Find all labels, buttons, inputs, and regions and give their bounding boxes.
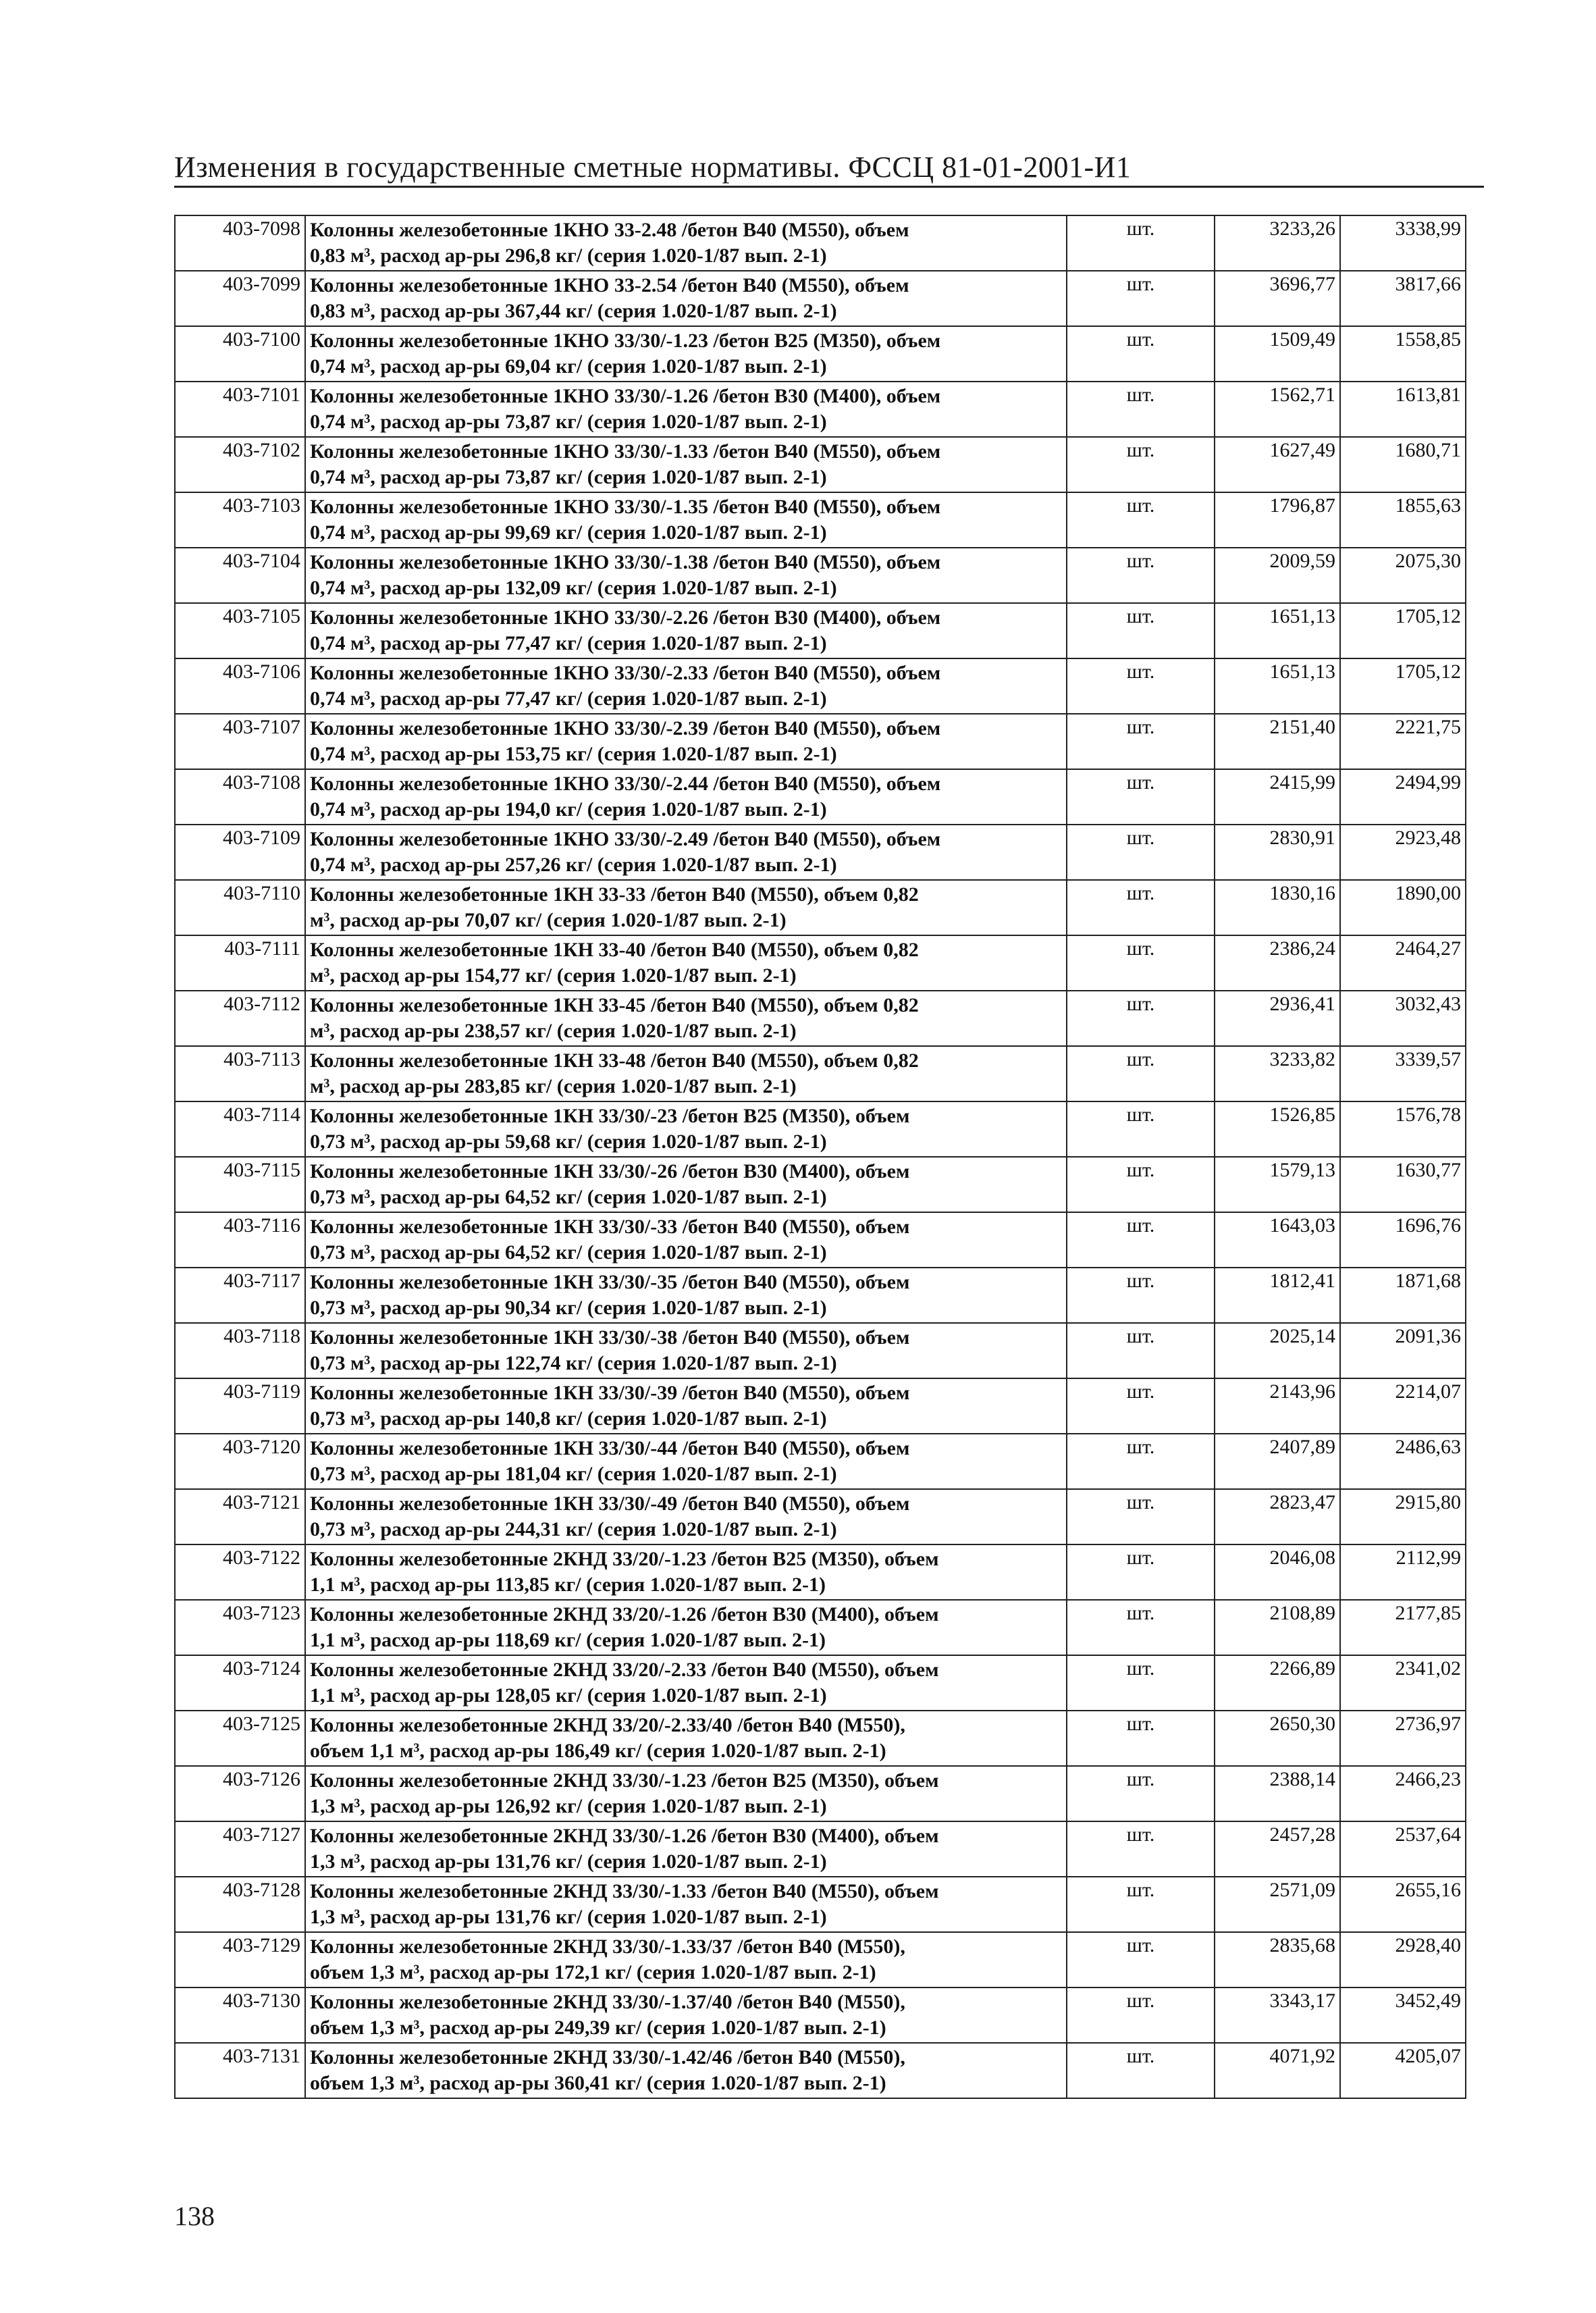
price-cell: 3696,77 <box>1215 271 1340 326</box>
price-cell: 1890,00 <box>1340 880 1466 935</box>
table-row <box>175 1655 1466 1711</box>
description-line-2: 0,74 м³, расход ар-ры 73,87 кг/ (серия 1.020-1/87 вып. 2-1) <box>310 411 827 433</box>
description-cell <box>305 1600 1067 1655</box>
price-cell: 2341,02 <box>1340 1655 1466 1711</box>
description-cell <box>305 1378 1067 1434</box>
resource-code-cell: 403-7113 <box>175 1046 305 1101</box>
price-table-body <box>175 215 1466 2098</box>
table-row <box>175 1987 1466 2043</box>
resource-code-cell: 403-7107 <box>175 714 305 769</box>
description-line-2: 0,83 м³, расход ар-ры 296,8 кг/ (серия 1.020-1/87 вып. 2-1) <box>310 244 827 267</box>
price-cell: 2571,09 <box>1215 1877 1340 1932</box>
price-cell: 2151,40 <box>1215 714 1340 769</box>
description-line-1: Колонны железобетонные 1КН 33-33 /бетон В40 (М550), объем 0,82 <box>310 883 919 906</box>
table-row <box>175 1323 1466 1378</box>
unit-cell: шт. <box>1067 215 1215 271</box>
unit-cell: шт. <box>1067 991 1215 1046</box>
price-cell: 1812,41 <box>1215 1268 1340 1323</box>
description-line-2: 0,74 м³, расход ар-ры 77,47 кг/ (серия 1.020-1/87 вып. 2-1) <box>310 687 827 710</box>
resource-code-cell: 403-7106 <box>175 658 305 714</box>
price-cell: 1705,12 <box>1340 658 1466 714</box>
description-cell <box>305 215 1067 271</box>
price-cell: 1705,12 <box>1340 603 1466 658</box>
description-line-1: Колонны железобетонные 2КНД 33/30/-1.33/37 /бетон В40 (М550), <box>310 1935 905 1958</box>
table-row <box>175 548 1466 603</box>
price-cell: 2143,96 <box>1215 1378 1340 1434</box>
table-row <box>175 714 1466 769</box>
description-line-1: Колонны железобетонные 1КНО 33/30/-2.49 /бетон В40 (М550), объем <box>310 828 941 850</box>
price-cell: 2108,89 <box>1215 1600 1340 1655</box>
table-row <box>175 1212 1466 1268</box>
resource-code-cell: 403-7119 <box>175 1378 305 1434</box>
description-line-1: Колонны железобетонные 1КН 33/30/-44 /бетон В40 (М550), объем <box>310 1437 910 1459</box>
description-line-2: 0,74 м³, расход ар-ры 77,47 кг/ (серия 1.020-1/87 вып. 2-1) <box>310 632 827 654</box>
description-cell <box>305 492 1067 548</box>
unit-cell: шт. <box>1067 1821 1215 1877</box>
description-line-2: 0,73 м³, расход ар-ры 59,68 кг/ (серия 1.020-1/87 вып. 2-1) <box>310 1130 827 1153</box>
unit-cell: шт. <box>1067 1268 1215 1323</box>
description-cell <box>305 1489 1067 1544</box>
description-line-2: 0,74 м³, расход ар-ры 132,09 кг/ (серия 1.020-1/87 вып. 2-1) <box>310 577 837 599</box>
unit-cell: шт. <box>1067 935 1215 991</box>
price-cell: 2415,99 <box>1215 769 1340 825</box>
description-cell <box>305 548 1067 603</box>
resource-code-cell: 403-7126 <box>175 1766 305 1821</box>
description-cell <box>305 1821 1067 1877</box>
description-line-2: м³, расход ар-ры 70,07 кг/ (серия 1.020-1/87 вып. 2-1) <box>310 909 787 931</box>
description-cell <box>305 437 1067 492</box>
resource-code-cell: 403-7120 <box>175 1434 305 1489</box>
price-cell: 2266,89 <box>1215 1655 1340 1711</box>
resource-code-cell: 403-7122 <box>175 1544 305 1600</box>
description-line-1: Колонны железобетонные 2КНД 33/30/-1.42/46 /бетон В40 (М550), <box>310 2046 905 2069</box>
description-line-1: Колонны железобетонные 1КН 33/30/-26 /бетон В30 (М400), объем <box>310 1160 910 1183</box>
unit-cell: шт. <box>1067 658 1215 714</box>
price-cell: 3032,43 <box>1340 991 1466 1046</box>
resource-code-cell: 403-7117 <box>175 1268 305 1323</box>
description-line-2: 1,3 м³, расход ар-ры 131,76 кг/ (серия 1.020-1/87 вып. 2-1) <box>310 1850 827 1873</box>
price-cell: 2177,85 <box>1340 1600 1466 1655</box>
price-cell: 3233,82 <box>1215 1046 1340 1101</box>
description-line-2: 0,73 м³, расход ар-ры 244,31 кг/ (серия 1.020-1/87 вып. 2-1) <box>310 1518 837 1540</box>
table-row <box>175 1711 1466 1766</box>
price-cell: 1871,68 <box>1340 1268 1466 1323</box>
price-cell: 3233,26 <box>1215 215 1340 271</box>
unit-cell: шт. <box>1067 1157 1215 1212</box>
resource-code-cell: 403-7125 <box>175 1711 305 1766</box>
resource-code-cell: 403-7130 <box>175 1987 305 2043</box>
page-number: 138 <box>174 2201 215 2231</box>
price-cell: 2112,99 <box>1340 1544 1466 1600</box>
price-cell: 3338,99 <box>1340 215 1466 271</box>
price-cell: 2923,48 <box>1340 825 1466 880</box>
description-line-1: Колонны железобетонные 2КНД 33/30/-1.26 /бетон В30 (М400), объем <box>310 1825 939 1847</box>
price-cell: 2736,97 <box>1340 1711 1466 1766</box>
description-line-2: 1,1 м³, расход ар-ры 128,05 кг/ (серия 1.020-1/87 вып. 2-1) <box>310 1684 827 1707</box>
resource-code-cell: 403-7128 <box>175 1877 305 1932</box>
description-line-2: 1,1 м³, расход ар-ры 113,85 кг/ (серия 1.020-1/87 вып. 2-1) <box>310 1574 826 1596</box>
unit-cell: шт. <box>1067 548 1215 603</box>
table-row <box>175 437 1466 492</box>
price-table <box>174 215 1466 2099</box>
price-cell: 3339,57 <box>1340 1046 1466 1101</box>
price-cell: 2466,23 <box>1340 1766 1466 1821</box>
description-line-1: Колонны железобетонные 1КН 33-45 /бетон В40 (М550), объем 0,82 <box>310 994 919 1016</box>
description-line-1: Колонны железобетонные 1КНО 33/30/-2.33 /бетон В40 (М550), объем <box>310 662 941 684</box>
resource-code-cell: 403-7131 <box>175 2043 305 2098</box>
table-row <box>175 271 1466 326</box>
resource-code-cell: 403-7098 <box>175 215 305 271</box>
description-line-2: 0,73 м³, расход ар-ры 90,34 кг/ (серия 1.020-1/87 вып. 2-1) <box>310 1297 827 1319</box>
description-line-2: 0,73 м³, расход ар-ры 181,04 кг/ (серия 1.020-1/87 вып. 2-1) <box>310 1463 837 1485</box>
resource-code-cell: 403-7110 <box>175 880 305 935</box>
description-line-1: Колонны железобетонные 1КН 33/30/-35 /бетон В40 (М550), объем <box>310 1271 910 1293</box>
resource-code-cell: 403-7105 <box>175 603 305 658</box>
price-cell: 2537,64 <box>1340 1821 1466 1877</box>
price-cell: 1830,16 <box>1215 880 1340 935</box>
description-line-2: 0,73 м³, расход ар-ры 64,52 кг/ (серия 1.020-1/87 вып. 2-1) <box>310 1241 827 1264</box>
resource-code-cell: 403-7129 <box>175 1932 305 1987</box>
price-cell: 1651,13 <box>1215 658 1340 714</box>
resource-code-cell: 403-7118 <box>175 1323 305 1378</box>
description-cell <box>305 1932 1067 1987</box>
description-cell <box>305 271 1067 326</box>
price-cell: 1558,85 <box>1340 326 1466 382</box>
description-line-2: 0,74 м³, расход ар-ры 73,87 кг/ (серия 1.020-1/87 вып. 2-1) <box>310 466 827 488</box>
description-line-1: Колонны железобетонные 2КНД 33/30/-1.37/40 /бетон В40 (М550), <box>310 1991 905 2013</box>
unit-cell: шт. <box>1067 1046 1215 1101</box>
unit-cell: шт. <box>1067 1711 1215 1766</box>
description-line-2: 0,73 м³, расход ар-ры 122,74 кг/ (серия 1.020-1/87 вып. 2-1) <box>310 1352 837 1374</box>
price-cell: 2091,36 <box>1340 1323 1466 1378</box>
resource-code-cell: 403-7100 <box>175 326 305 382</box>
description-line-2: объем 1,3 м³, расход ар-ры 172,1 кг/ (серия 1.020-1/87 вып. 2-1) <box>310 1961 876 1983</box>
table-row <box>175 991 1466 1046</box>
price-cell: 2915,80 <box>1340 1489 1466 1544</box>
description-cell <box>305 1877 1067 1932</box>
description-line-1: Колонны железобетонные 2КНД 33/20/-1.26 /бетон В30 (М400), объем <box>310 1603 939 1626</box>
description-line-2: 0,74 м³, расход ар-ры 153,75 кг/ (серия 1.020-1/87 вып. 2-1) <box>310 743 837 765</box>
price-cell: 2655,16 <box>1340 1877 1466 1932</box>
unit-cell: шт. <box>1067 492 1215 548</box>
unit-cell: шт. <box>1067 1655 1215 1711</box>
unit-cell: шт. <box>1067 1323 1215 1378</box>
price-cell: 1680,71 <box>1340 437 1466 492</box>
price-cell: 2823,47 <box>1215 1489 1340 1544</box>
description-line-2: 0,83 м³, расход ар-ры 367,44 кг/ (серия 1.020-1/87 вып. 2-1) <box>310 300 837 322</box>
price-cell: 1509,49 <box>1215 326 1340 382</box>
price-cell: 1562,71 <box>1215 382 1340 437</box>
description-cell <box>305 880 1067 935</box>
price-cell: 2009,59 <box>1215 548 1340 603</box>
table-row <box>175 1489 1466 1544</box>
description-line-1: Колонны железобетонные 1КН 33-48 /бетон В40 (М550), объем 0,82 <box>310 1049 919 1072</box>
unit-cell: шт. <box>1067 1434 1215 1489</box>
unit-cell: шт. <box>1067 1212 1215 1268</box>
description-cell <box>305 825 1067 880</box>
unit-cell: шт. <box>1067 382 1215 437</box>
description-cell <box>305 1101 1067 1157</box>
description-line-2: 0,73 м³, расход ар-ры 140,8 кг/ (серия 1.020-1/87 вып. 2-1) <box>310 1407 827 1430</box>
header-divider <box>174 186 1484 188</box>
price-cell: 1613,81 <box>1340 382 1466 437</box>
table-row <box>175 769 1466 825</box>
description-cell <box>305 991 1067 1046</box>
price-cell: 4071,92 <box>1215 2043 1340 2098</box>
table-row <box>175 1821 1466 1877</box>
description-cell <box>305 603 1067 658</box>
price-cell: 1855,63 <box>1340 492 1466 548</box>
description-line-1: Колонны железобетонные 1КН 33/30/-39 /бетон В40 (М550), объем <box>310 1382 910 1404</box>
price-cell: 1651,13 <box>1215 603 1340 658</box>
description-line-1: Колонны железобетонные 1КНО 33/30/-1.33 /бетон В40 (М550), объем <box>310 440 941 463</box>
table-row <box>175 1268 1466 1323</box>
resource-code-cell: 403-7124 <box>175 1655 305 1711</box>
unit-cell: шт. <box>1067 1987 1215 2043</box>
resource-code-cell: 403-7104 <box>175 548 305 603</box>
unit-cell: шт. <box>1067 437 1215 492</box>
unit-cell: шт. <box>1067 880 1215 935</box>
description-line-1: Колонны железобетонные 1КНО 33/30/-1.38 /бетон В40 (М550), объем <box>310 551 941 573</box>
table-row <box>175 825 1466 880</box>
description-line-2: объем 1,1 м³, расход ар-ры 186,49 кг/ (серия 1.020-1/87 вып. 2-1) <box>310 1740 886 1762</box>
description-line-1: Колонны железобетонные 1КНО 33/30/-2.39 /бетон В40 (М550), объем <box>310 717 941 739</box>
unit-cell: шт. <box>1067 2043 1215 2098</box>
resource-code-cell: 403-7115 <box>175 1157 305 1212</box>
description-cell <box>305 769 1067 825</box>
description-cell <box>305 935 1067 991</box>
description-cell <box>305 1323 1067 1378</box>
description-cell <box>305 714 1067 769</box>
resource-code-cell: 403-7109 <box>175 825 305 880</box>
page-header-title: Изменения в государственные сметные нормативы. ФССЦ 81-01-2001-И1 <box>174 151 1132 184</box>
resource-code-cell: 403-7127 <box>175 1821 305 1877</box>
description-line-2: 0,74 м³, расход ар-ры 69,04 кг/ (серия 1.020-1/87 вып. 2-1) <box>310 355 827 378</box>
table-row <box>175 1046 1466 1101</box>
price-cell: 1576,78 <box>1340 1101 1466 1157</box>
price-cell: 2830,91 <box>1215 825 1340 880</box>
table-row <box>175 1600 1466 1655</box>
price-cell: 2407,89 <box>1215 1434 1340 1489</box>
table-row <box>175 1544 1466 1600</box>
resource-code-cell: 403-7114 <box>175 1101 305 1157</box>
resource-code-cell: 403-7103 <box>175 492 305 548</box>
price-cell: 3817,66 <box>1340 271 1466 326</box>
description-line-2: м³, расход ар-ры 238,57 кг/ (серия 1.020-1/87 вып. 2-1) <box>310 1020 797 1042</box>
resource-code-cell: 403-7116 <box>175 1212 305 1268</box>
description-line-1: Колонны железобетонные 1КНО 33/30/-2.44 /бетон В40 (М550), объем <box>310 773 941 795</box>
resource-code-cell: 403-7121 <box>175 1489 305 1544</box>
description-line-1: Колонны железобетонные 2КНД 33/20/-2.33 /бетон В40 (М550), объем <box>310 1659 939 1681</box>
price-cell: 1796,87 <box>1215 492 1340 548</box>
price-cell: 2046,08 <box>1215 1544 1340 1600</box>
table-row <box>175 215 1466 271</box>
table-row <box>175 1157 1466 1212</box>
resource-code-cell: 403-7123 <box>175 1600 305 1655</box>
table-row <box>175 1101 1466 1157</box>
description-line-2: 1,1 м³, расход ар-ры 118,69 кг/ (серия 1.020-1/87 вып. 2-1) <box>310 1629 826 1651</box>
price-cell: 2221,75 <box>1340 714 1466 769</box>
table-row <box>175 382 1466 437</box>
price-cell: 2486,63 <box>1340 1434 1466 1489</box>
unit-cell: шт. <box>1067 271 1215 326</box>
description-line-1: Колонны железобетонные 1КНО 33/30/-2.26 /бетон В30 (М400), объем <box>310 606 941 629</box>
price-cell: 4205,07 <box>1340 2043 1466 2098</box>
table-row <box>175 935 1466 991</box>
description-cell <box>305 1046 1067 1101</box>
description-line-1: Колонны железобетонные 2КНД 33/30/-1.23 /бетон В25 (М350), объем <box>310 1769 939 1792</box>
price-cell: 1627,49 <box>1215 437 1340 492</box>
price-cell: 1579,13 <box>1215 1157 1340 1212</box>
description-line-2: м³, расход ар-ры 154,77 кг/ (серия 1.020-1/87 вып. 2-1) <box>310 964 797 987</box>
table-row <box>175 603 1466 658</box>
price-cell: 3343,17 <box>1215 1987 1340 2043</box>
price-cell: 2650,30 <box>1215 1711 1340 1766</box>
resource-code-cell: 403-7108 <box>175 769 305 825</box>
table-row <box>175 492 1466 548</box>
resource-code-cell: 403-7099 <box>175 271 305 326</box>
price-cell: 2386,24 <box>1215 935 1340 991</box>
unit-cell: шт. <box>1067 769 1215 825</box>
price-cell: 2388,14 <box>1215 1766 1340 1821</box>
description-cell <box>305 1711 1067 1766</box>
unit-cell: шт. <box>1067 825 1215 880</box>
description-line-2: 1,3 м³, расход ар-ры 126,92 кг/ (серия 1.020-1/87 вып. 2-1) <box>310 1795 827 1817</box>
description-line-2: 0,73 м³, расход ар-ры 64,52 кг/ (серия 1.020-1/87 вып. 2-1) <box>310 1186 827 1208</box>
description-cell <box>305 2043 1067 2098</box>
resource-code-cell: 403-7111 <box>175 935 305 991</box>
unit-cell: шт. <box>1067 714 1215 769</box>
description-line-1: Колонны железобетонные 2КНД 33/20/-2.33/40 /бетон В40 (М550), <box>310 1714 905 1736</box>
description-line-1: Колонны железобетонные 1КНО 33/30/-1.26 /бетон В30 (М400), объем <box>310 385 941 407</box>
description-line-1: Колонны железобетонные 1КНО 33/30/-1.35 /бетон В40 (М550), объем <box>310 496 941 518</box>
unit-cell: шт. <box>1067 1600 1215 1655</box>
description-line-1: Колонны железобетонные 1КН 33/30/-23 /бетон В25 (М350), объем <box>310 1105 910 1127</box>
price-cell: 1526,85 <box>1215 1101 1340 1157</box>
unit-cell: шт. <box>1067 1544 1215 1600</box>
description-line-2: объем 1,3 м³, расход ар-ры 249,39 кг/ (серия 1.020-1/87 вып. 2-1) <box>310 2017 886 2039</box>
description-cell <box>305 1766 1067 1821</box>
table-row <box>175 1932 1466 1987</box>
price-cell: 2025,14 <box>1215 1323 1340 1378</box>
description-line-1: Колонны железобетонные 1КН 33/30/-49 /бетон В40 (М550), объем <box>310 1492 910 1515</box>
price-cell: 2835,68 <box>1215 1932 1340 1987</box>
price-cell: 1696,76 <box>1340 1212 1466 1268</box>
description-line-1: Колонны железобетонные 1КНО 33-2.54 /бетон В40 (М550), объем <box>310 274 909 296</box>
description-cell <box>305 1987 1067 2043</box>
price-cell: 1630,77 <box>1340 1157 1466 1212</box>
table-row <box>175 658 1466 714</box>
description-line-1: Колонны железобетонные 1КН 33/30/-33 /бетон В40 (М550), объем <box>310 1216 910 1238</box>
resource-code-cell: 403-7101 <box>175 382 305 437</box>
price-cell: 2494,99 <box>1340 769 1466 825</box>
description-line-2: 1,3 м³, расход ар-ры 131,76 кг/ (серия 1.020-1/87 вып. 2-1) <box>310 1906 827 1928</box>
resource-code-cell: 403-7112 <box>175 991 305 1046</box>
table-row <box>175 1434 1466 1489</box>
unit-cell: шт. <box>1067 1766 1215 1821</box>
price-cell: 3452,49 <box>1340 1987 1466 2043</box>
description-cell <box>305 658 1067 714</box>
unit-cell: шт. <box>1067 1489 1215 1544</box>
unit-cell: шт. <box>1067 603 1215 658</box>
description-line-2: 0,74 м³, расход ар-ры 194,0 кг/ (серия 1.020-1/87 вып. 2-1) <box>310 798 827 821</box>
description-line-2: 0,74 м³, расход ар-ры 257,26 кг/ (серия 1.020-1/87 вып. 2-1) <box>310 854 837 876</box>
description-line-1: Колонны железобетонные 1КН 33-40 /бетон В40 (М550), объем 0,82 <box>310 939 919 961</box>
table-row <box>175 326 1466 382</box>
unit-cell: шт. <box>1067 1932 1215 1987</box>
description-line-1: Колонны железобетонные 1КНО 33-2.48 /бетон В40 (М550), объем <box>310 219 909 241</box>
price-cell: 2214,07 <box>1340 1378 1466 1434</box>
table-row <box>175 880 1466 935</box>
table-row <box>175 1766 1466 1821</box>
description-cell <box>305 1434 1067 1489</box>
price-cell: 2936,41 <box>1215 991 1340 1046</box>
description-line-1: Колонны железобетонные 1КН 33/30/-38 /бетон В40 (М550), объем <box>310 1326 910 1349</box>
description-line-1: Колонны железобетонные 1КНО 33/30/-1.23 /бетон В25 (М350), объем <box>310 330 941 352</box>
description-line-2: 0,74 м³, расход ар-ры 99,69 кг/ (серия 1.020-1/87 вып. 2-1) <box>310 521 827 544</box>
table-row <box>175 2043 1466 2098</box>
description-cell <box>305 1544 1067 1600</box>
description-line-2: м³, расход ар-ры 283,85 кг/ (серия 1.020-1/87 вып. 2-1) <box>310 1075 797 1097</box>
price-cell: 2457,28 <box>1215 1821 1340 1877</box>
description-line-1: Колонны железобетонные 2КНД 33/30/-1.33 /бетон В40 (М550), объем <box>310 1880 939 1902</box>
price-cell: 2928,40 <box>1340 1932 1466 1987</box>
unit-cell: шт. <box>1067 326 1215 382</box>
description-cell <box>305 1268 1067 1323</box>
unit-cell: шт. <box>1067 1101 1215 1157</box>
price-cell: 2464,27 <box>1340 935 1466 991</box>
price-cell: 2075,30 <box>1340 548 1466 603</box>
table-row <box>175 1877 1466 1932</box>
resource-code-cell: 403-7102 <box>175 437 305 492</box>
description-line-1: Колонны железобетонные 2КНД 33/20/-1.23 /бетон В25 (М350), объем <box>310 1548 939 1570</box>
description-cell <box>305 382 1067 437</box>
description-cell <box>305 326 1067 382</box>
price-cell: 1643,03 <box>1215 1212 1340 1268</box>
description-cell <box>305 1212 1067 1268</box>
unit-cell: шт. <box>1067 1378 1215 1434</box>
description-cell <box>305 1655 1067 1711</box>
description-cell <box>305 1157 1067 1212</box>
description-line-2: объем 1,3 м³, расход ар-ры 360,41 кг/ (серия 1.020-1/87 вып. 2-1) <box>310 2072 886 2094</box>
table-row <box>175 1378 1466 1434</box>
unit-cell: шт. <box>1067 1877 1215 1932</box>
